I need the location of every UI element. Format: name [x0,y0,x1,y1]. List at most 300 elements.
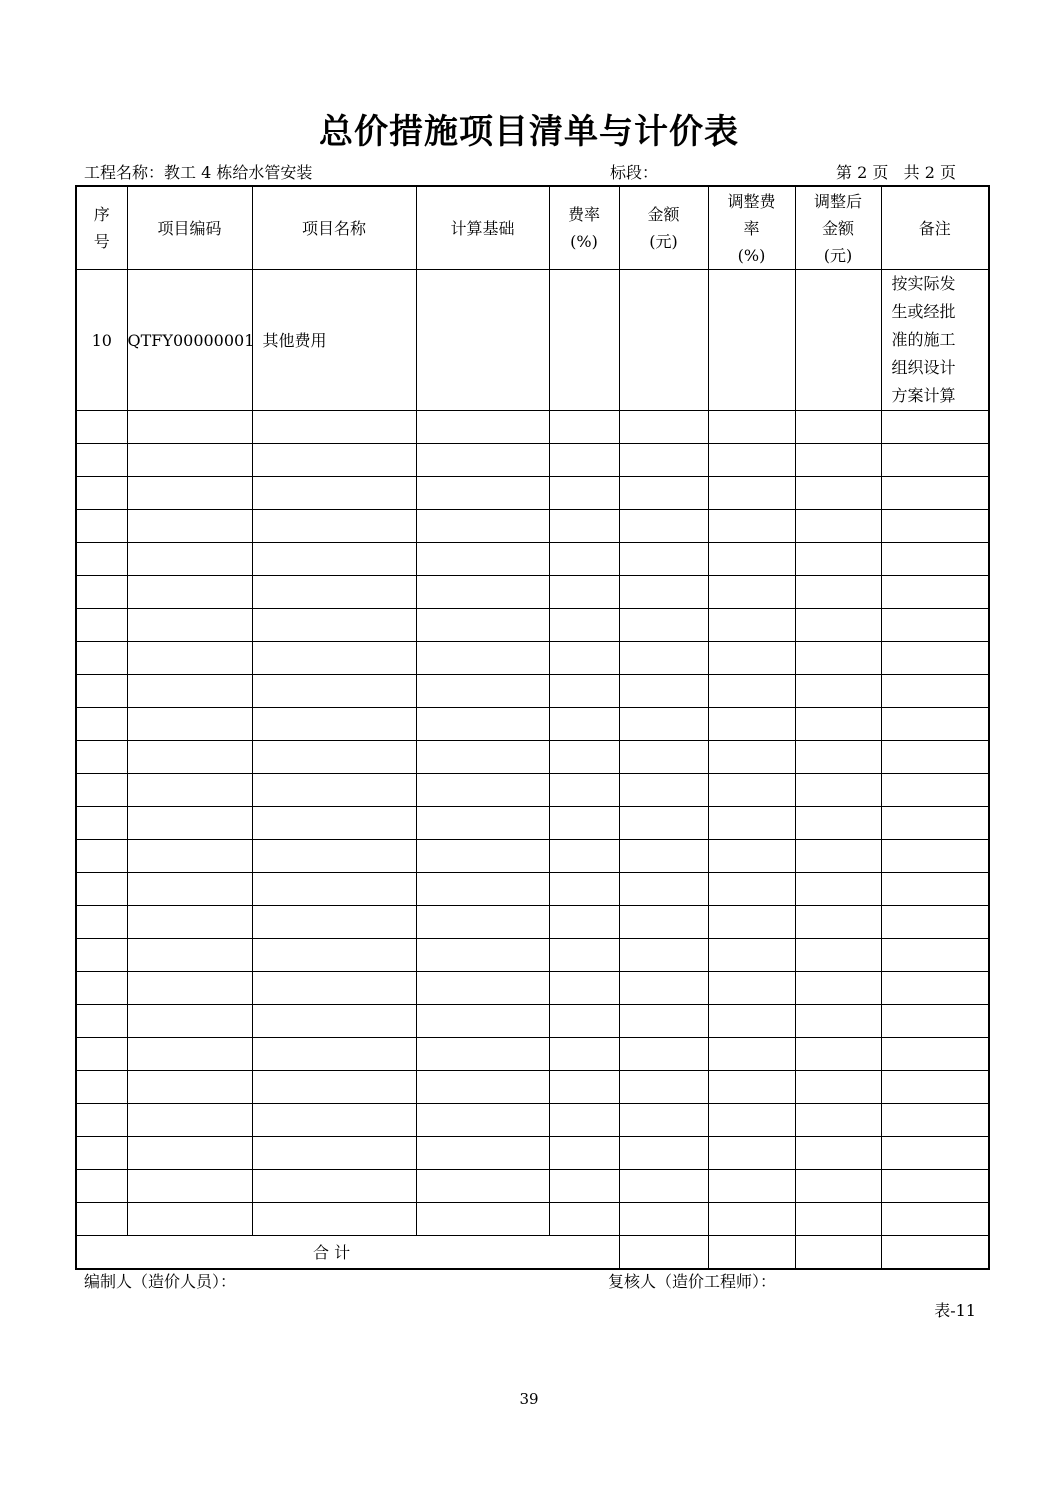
cell-adjusted-rate [708,270,795,411]
empty-cell [881,1170,989,1203]
empty-cell [881,576,989,609]
header-rate-line: (%) [570,232,598,251]
empty-cell [795,708,881,741]
empty-cell [619,1203,708,1236]
empty-cell [549,411,619,444]
header-adjusted-amount [795,186,881,270]
empty-cell [619,543,708,576]
empty-cell [549,675,619,708]
empty-cell [127,642,252,675]
page-info: 第 2 页 共 2 页 [836,163,956,182]
empty-cell [76,1170,127,1203]
empty-cell [549,1104,619,1137]
empty-cell [252,576,416,609]
empty-cell [76,675,127,708]
empty-cell [881,444,989,477]
empty-cell [708,411,795,444]
empty-row [76,807,989,840]
empty-cell [416,774,549,807]
pricing-table-container [75,185,988,1270]
empty-cell [708,906,795,939]
project-name: 工程名称：教工 4 栋给水管安装 [84,163,313,182]
empty-cell [549,543,619,576]
empty-cell [252,1038,416,1071]
empty-row [76,1104,989,1137]
empty-cell [416,543,549,576]
cell-seq: 10 [76,270,127,411]
empty-cell [252,1005,416,1038]
header-seq-line: 序 [93,205,110,224]
empty-cell [76,444,127,477]
empty-row [76,477,989,510]
empty-cell [708,675,795,708]
empty-row [76,972,989,1005]
empty-cell [549,807,619,840]
empty-cell [795,576,881,609]
empty-cell [708,972,795,1005]
page-title: 总价措施项目清单与计价表 [319,112,739,152]
empty-cell [708,477,795,510]
empty-cell [708,1104,795,1137]
empty-cell [76,1071,127,1104]
empty-cell [619,1137,708,1170]
empty-cell [252,1104,416,1137]
remark-line: 方案计算 [891,386,956,405]
remark-line: 组织设计 [891,358,956,377]
empty-cell [416,939,549,972]
empty-cell [127,873,252,906]
empty-cell [708,510,795,543]
empty-cell [549,444,619,477]
empty-cell [127,807,252,840]
empty-row [76,708,989,741]
empty-cell [127,543,252,576]
empty-cell [252,675,416,708]
empty-cell [619,1005,708,1038]
empty-cell [619,477,708,510]
empty-cell [619,1038,708,1071]
empty-cell [416,510,549,543]
empty-cell [76,510,127,543]
empty-cell [252,444,416,477]
empty-cell [795,906,881,939]
empty-cell [619,873,708,906]
empty-row [76,1038,989,1071]
empty-row [76,873,989,906]
table-row [76,270,989,411]
empty-cell [795,675,881,708]
empty-cell [76,477,127,510]
page-number: 39 [519,1390,539,1408]
empty-cell [708,1005,795,1038]
empty-cell [549,906,619,939]
empty-row [76,543,989,576]
header-seq [76,186,127,270]
header-rate [549,186,619,270]
header-seq-line: 号 [93,232,110,251]
form-number: 表-11 [934,1301,976,1320]
empty-cell [708,840,795,873]
empty-cell [795,1203,881,1236]
empty-cell [549,576,619,609]
empty-cell [252,477,416,510]
total-row [76,1236,989,1270]
empty-row [76,939,989,972]
empty-cell [881,1038,989,1071]
empty-cell [795,477,881,510]
header-adjusted-rate [708,186,795,270]
empty-cell [619,642,708,675]
header-row [76,186,989,270]
empty-row [76,1071,989,1104]
empty-cell [708,1071,795,1104]
empty-cell [76,1038,127,1071]
empty-cell [416,972,549,1005]
empty-cell [708,642,795,675]
empty-cell [795,939,881,972]
empty-row [76,1203,989,1236]
empty-cell [127,510,252,543]
total-adjusted-amount [795,1236,881,1270]
empty-cell [252,1071,416,1104]
empty-cell [549,510,619,543]
empty-cell [549,609,619,642]
empty-cell [76,840,127,873]
empty-cell [127,741,252,774]
empty-cell [795,444,881,477]
total-amount [619,1236,708,1270]
empty-cell [549,642,619,675]
empty-cell [881,1005,989,1038]
empty-cell [795,510,881,543]
empty-cell [549,477,619,510]
empty-cell [549,774,619,807]
empty-cell [881,1071,989,1104]
cell-remark [881,270,989,411]
cell-adjusted-amount [795,270,881,411]
empty-cell [127,576,252,609]
header-adjusted-rate-line: 率 [743,218,760,238]
empty-cell [619,576,708,609]
remark-line: 准的施工 [891,330,956,349]
empty-cell [416,741,549,774]
header-adjusted-rate-line: 调整费 [727,191,776,211]
empty-cell [881,477,989,510]
empty-cell [252,543,416,576]
empty-cell [76,741,127,774]
empty-cell [416,642,549,675]
empty-cell [76,972,127,1005]
empty-cell [127,444,252,477]
empty-cell [127,1137,252,1170]
empty-cell [76,576,127,609]
empty-cell [76,708,127,741]
empty-cell [881,873,989,906]
empty-cell [549,840,619,873]
empty-cell [416,840,549,873]
empty-cell [795,840,881,873]
empty-cell [549,741,619,774]
empty-row [76,510,989,543]
empty-cell [549,1071,619,1104]
empty-cell [708,939,795,972]
pricing-table [75,185,990,1270]
empty-cell [127,1071,252,1104]
empty-cell [619,807,708,840]
empty-cell [252,1137,416,1170]
header-name: 项目名称 [252,186,416,270]
empty-cell [708,807,795,840]
empty-cell [252,411,416,444]
empty-cell [252,642,416,675]
empty-cell [76,807,127,840]
cell-rate [549,270,619,411]
header-remark: 备注 [881,186,989,270]
empty-cell [416,576,549,609]
empty-cell [795,1104,881,1137]
empty-cell [619,411,708,444]
empty-cell [619,741,708,774]
empty-cell [76,1137,127,1170]
header-adjusted-amount-line: 金额 [821,218,854,238]
empty-cell [708,708,795,741]
empty-cell [127,1170,252,1203]
empty-cell [416,708,549,741]
empty-cell [881,1203,989,1236]
empty-cell [252,609,416,642]
empty-cell [881,609,989,642]
empty-cell [416,675,549,708]
empty-row [76,906,989,939]
empty-cell [795,411,881,444]
empty-cell [795,1170,881,1203]
empty-cell [127,1038,252,1071]
empty-row [76,444,989,477]
empty-row [76,609,989,642]
empty-cell [252,840,416,873]
empty-row [76,1170,989,1203]
empty-row [76,411,989,444]
empty-cell [619,510,708,543]
empty-cell [416,1104,549,1137]
empty-cell [708,543,795,576]
empty-cell [416,1170,549,1203]
empty-cell [881,939,989,972]
empty-cell [549,972,619,1005]
empty-cell [708,444,795,477]
empty-cell [619,972,708,1005]
empty-cell [881,1104,989,1137]
empty-cell [416,1071,549,1104]
empty-cell [881,741,989,774]
empty-cell [881,840,989,873]
empty-cell [252,510,416,543]
empty-cell [795,1038,881,1071]
empty-cell [881,411,989,444]
empty-cell [619,609,708,642]
empty-cell [881,708,989,741]
empty-cell [708,873,795,906]
empty-cell [549,873,619,906]
empty-cell [795,543,881,576]
empty-cell [549,708,619,741]
cell-name: 其他费用 [252,270,416,411]
empty-cell [619,1071,708,1104]
empty-cell [549,1038,619,1071]
empty-cell [252,741,416,774]
header-adjusted-amount-line: 调整后 [813,191,862,211]
empty-cell [416,609,549,642]
empty-cell [795,972,881,1005]
empty-cell [76,906,127,939]
empty-cell [708,774,795,807]
header-code: 项目编码 [127,186,252,270]
empty-cell [252,1170,416,1203]
empty-cell [619,906,708,939]
remark-line: 生或经批 [891,302,956,321]
empty-cell [127,708,252,741]
empty-cell [252,939,416,972]
empty-row [76,576,989,609]
empty-cell [252,807,416,840]
empty-cell [881,1137,989,1170]
empty-cell [416,906,549,939]
cell-basis [416,270,549,411]
empty-cell [76,609,127,642]
empty-cell [619,774,708,807]
empty-cell [127,609,252,642]
empty-cell [416,873,549,906]
empty-cell [127,939,252,972]
empty-cell [795,741,881,774]
empty-cell [416,477,549,510]
empty-cell [549,939,619,972]
empty-cell [619,708,708,741]
preparer-label: 编制人（造价人员）： [84,1272,237,1291]
empty-cell [127,906,252,939]
cell-code: QTFY00000001 [127,270,252,411]
empty-cell [795,807,881,840]
empty-cell [549,1170,619,1203]
empty-cell [881,642,989,675]
empty-cell [76,411,127,444]
empty-cell [416,1005,549,1038]
empty-cell [708,1038,795,1071]
empty-cell [795,642,881,675]
empty-cell [127,972,252,1005]
empty-cell [549,1203,619,1236]
empty-cell [76,939,127,972]
total-adjusted-rate [708,1236,795,1270]
empty-cell [76,1005,127,1038]
empty-cell [619,1170,708,1203]
empty-cell [795,609,881,642]
empty-cell [252,972,416,1005]
empty-cell [619,444,708,477]
remark-line: 按实际发 [891,274,956,293]
empty-cell [76,774,127,807]
empty-row [76,774,989,807]
empty-cell [127,774,252,807]
header-rate-line: 费率 [567,205,600,224]
empty-cell [252,708,416,741]
total-label: 合 计 [76,1236,619,1270]
empty-cell [881,807,989,840]
empty-cell [127,477,252,510]
empty-cell [795,1071,881,1104]
section-label: 标段： [610,163,659,182]
empty-row [76,642,989,675]
empty-cell [416,411,549,444]
empty-cell [881,510,989,543]
header-amount [619,186,708,270]
empty-cell [708,741,795,774]
empty-cell [708,576,795,609]
empty-cell [881,675,989,708]
empty-row [76,1137,989,1170]
empty-cell [619,939,708,972]
empty-cell [76,1203,127,1236]
empty-cell [619,675,708,708]
empty-cell [708,609,795,642]
empty-cell [252,774,416,807]
total-remark [881,1236,989,1270]
empty-cell [708,1203,795,1236]
empty-cell [76,543,127,576]
empty-cell [416,1203,549,1236]
empty-cell [127,675,252,708]
header-amount-line: 金额 [647,205,680,224]
empty-cell [416,807,549,840]
empty-row [76,741,989,774]
empty-cell [708,1137,795,1170]
empty-cell [252,873,416,906]
header-amount-line: (元) [649,232,678,251]
empty-cell [416,1137,549,1170]
empty-cell [127,411,252,444]
empty-cell [76,642,127,675]
empty-cell [127,1203,252,1236]
empty-cell [127,1005,252,1038]
empty-cell [619,840,708,873]
empty-cell [881,906,989,939]
reviewer-label: 复核人（造价工程师）： [608,1272,777,1291]
empty-cell [795,1005,881,1038]
empty-cell [619,1104,708,1137]
empty-cell [708,1170,795,1203]
empty-cell [416,444,549,477]
empty-cell [127,1104,252,1137]
cell-amount [619,270,708,411]
empty-cell [881,972,989,1005]
empty-cell [881,543,989,576]
header-basis: 计算基础 [416,186,549,270]
empty-row [76,840,989,873]
header-adjusted-amount-line: (元) [823,245,853,265]
empty-cell [795,873,881,906]
empty-cell [881,774,989,807]
empty-row [76,675,989,708]
empty-cell [549,1005,619,1038]
empty-cell [76,873,127,906]
empty-cell [549,1137,619,1170]
empty-row [76,1005,989,1038]
empty-cell [252,1203,416,1236]
empty-cell [127,840,252,873]
empty-cell [795,774,881,807]
empty-cell [416,1038,549,1071]
empty-cell [76,1104,127,1137]
